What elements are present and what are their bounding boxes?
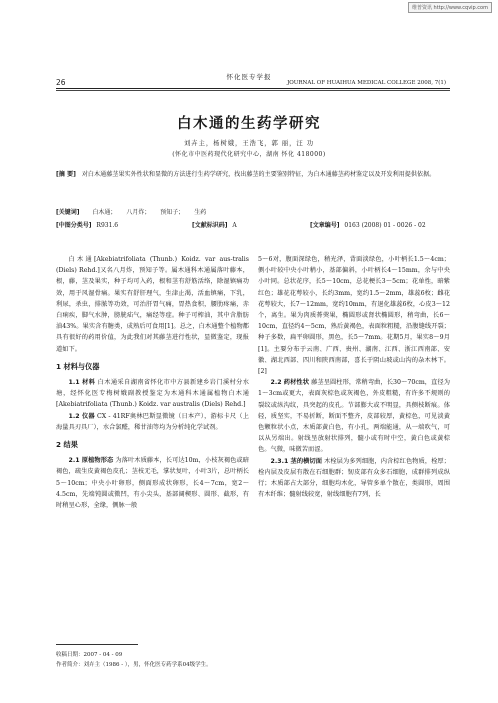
page-number: 26 xyxy=(56,78,66,87)
subsection-label: 2.1 原植物形态 xyxy=(68,457,114,465)
body-column-left xyxy=(56,254,249,511)
document-code-value: A xyxy=(232,222,237,229)
header-rule-thin xyxy=(56,90,450,91)
section-heading: 2 结果 xyxy=(56,440,78,450)
paragraph-morphology: 为落叶木质藤本，长可达10m，小枝灰褐色或暗褐色，疏生皮黄褐色皮孔；茎枝无毛，掌状复叶，小叶3片，总叶柄长5～10cm；中央小叶卵形，侧面形成状卵形，长4～7cm，宽2～4.5cm，先端钝圆或微凹，有小尖头，基部阔楔形、圆形、截形，有时稍呈心形，全缘，侧脉一般 xyxy=(56,457,249,510)
header-rule xyxy=(56,88,450,89)
article-number-label: [文章编号] xyxy=(310,222,340,229)
paragraph-cross-section: 木栓层为多列细胞，内含棕红色物质，栓厚；栓内层及皮层有散在石细胞群；韧皮部有众多石细胞，成群排列成纵行；木质部占大部分，细胞均木化，导管多单个散在，类圆形，周围有木纤维；髓射线较宽，射线细胞有7列，长 xyxy=(258,457,450,499)
subsection-label: 1.1 材料 xyxy=(68,379,96,387)
keyword: 预知子； xyxy=(160,209,185,216)
section-heading: 1 材料与仪器 xyxy=(56,361,100,371)
paragraph-intro: 白木通[Akebiatrifoliata (Thunb.) Koidz. var aus-tralis (Diels) Rehd.]又名八月炸，预知子等。属木通科木通属落叶藤本，根，藤，茎及果实，种子均可入药，根和茎有舒筋活络，除湿镇痛功效，用于风湿骨痛。果实有舒肝理气，生津止渴，活血镇痛，下乳，利尿，杀虫，排脓等功效，可治肝胃气痛，胃热食积，腰肋疼痛，赤白痢疾，脚气水肿，膀胱疝气，痛经等症。种子可榨油，其中含脂肪油43%。果实含有糖类，成熟后可食用[1]。总之，白木通整个植物都具有很好的药用价值，为此我们对其藤茎进行性状，显微鉴定，现报道如下。 xyxy=(56,256,249,353)
document-code-label: [文献标识码] xyxy=(192,222,228,229)
keyword: 白木通； xyxy=(92,209,117,216)
subsection-label: 1.2 仪器 xyxy=(68,412,95,420)
journal-name-cn: 怀化医专学报 xyxy=(226,73,272,81)
keywords-label: [关键词] xyxy=(56,209,80,216)
footnote-received: 收稿日期：2007 - 04 - 09 xyxy=(56,652,123,658)
paragraph-morphology-cont: 5～6对，腹面深绿色，稍光泽，背面淡绿色，小叶柄长1.5～4cm；侧小叶较中央小叶稍小，基部偏斜，小叶柄长4～15mm，余与中央小叶同。总状花序，长5～10cm，总花梗长3～5cm；花单性，暗紫红色；雄花花萼较小，长约3mm，宽约1.5～2mm，雄蕊6枚；雌花花萼较大，长7～12mm，宽约10mm，有退化雄蕊6枚，心皮3～12个，离生。果为肉质蓇葖果，椭圆形或肾状椭圆形，稍弯曲，长6～10cm，直径约4～5cm，熟后黄褐色，表面粒粗糙，沿腹缝线开裂；种子多数，扁平卵圆形，黑色，长5～7mm。花期5月，果实8～9月[1]。主要分布于云南、广西、贵州、湖南、江西、浙江西南部、安徽、湖北西部、四川和陕西南部，喜长于阴山坡或山沟的杂木林下。[2] xyxy=(258,256,450,376)
article-title: 白木通的生药学研究 xyxy=(177,116,321,132)
abstract xyxy=(56,168,448,182)
keywords xyxy=(56,207,206,216)
article-number xyxy=(310,220,426,229)
footnote-author: 作者简介：刘卉主（1986 - ），男，怀化医专药学系04级学生。 xyxy=(56,662,212,668)
subsection-label: 2.3.1 茎的横切面 xyxy=(270,457,323,465)
abstract-label: [摘 要] xyxy=(56,171,76,178)
article-number-value: 0163 (2008) 01 - 0026 - 02 xyxy=(344,222,426,229)
journal-name-en: JOURNAL OF HUAIHUA MEDICAL COLLEGE 2008, 7(1) xyxy=(287,80,446,86)
classification-value: R931.6 xyxy=(96,222,119,229)
paragraph-materials: 白木通采自湖南省怀化市中方县新建乡岩门溪村分水塘，经怀化医专梅树娥副教授鉴定为木通科木通属植物白木通[Akebiatrifoliata (Thunb.) Koidz. var australis (Diels) Rehd.] xyxy=(56,379,250,409)
keyword: 生药 xyxy=(194,209,207,216)
classification xyxy=(56,220,118,229)
subsection-label: 2.2 药材性状 xyxy=(270,379,310,387)
affiliation: (怀化市中医药现代化研究中心，湖南 怀化 418000) xyxy=(172,151,326,158)
footnotes xyxy=(56,650,212,670)
author-list: 刘卉主，杨树娥，王浩飞，郭 丽，汪 功 xyxy=(183,140,315,147)
footnote-rule xyxy=(56,644,138,645)
classification-label: [中图分类号] xyxy=(56,222,92,229)
keyword: 八月炸； xyxy=(126,209,151,216)
abstract-text: 对白木通藤茎果实外性状和显微的方法进行生药学研究，找出藤茎的主要鉴别特征，为白木通藤茎药材鉴定以及开发利用提供依据。 xyxy=(81,171,436,178)
body-column-right xyxy=(258,254,450,500)
watermark: 维普资讯 http://www.cqvip.com xyxy=(408,2,492,13)
paragraph-drug-properties: 藤茎呈圆柱形，常稍弯曲，长30～70cm，直径为1～3cm或更大，表面灰棕色或灰褐色，外皮粗糙，有许多不规则的裂纹或纵沟纹，具突起的皮孔。节部膨大或不明显，具侧枝断痕。体轻，质坚实，不易折断，断面不整齐，皮部较厚，黄棕色，可见淡黄色颗粒状小点，木质部黄白色，有小孔，两端能通，从一端吹气，可以从另端出。射线呈放射状排列，髓小或有时中空，黄白色或黄棕色。气微，味微苦而涩。 xyxy=(258,379,450,454)
document-code xyxy=(192,220,237,229)
paragraph-instruments: CX - 41RF奥林巴斯显微镜（日本产），游标卡尺（上海量具刃具厂），水合氯醛，稀甘油等均为分析纯化学试剂。 xyxy=(56,412,249,431)
